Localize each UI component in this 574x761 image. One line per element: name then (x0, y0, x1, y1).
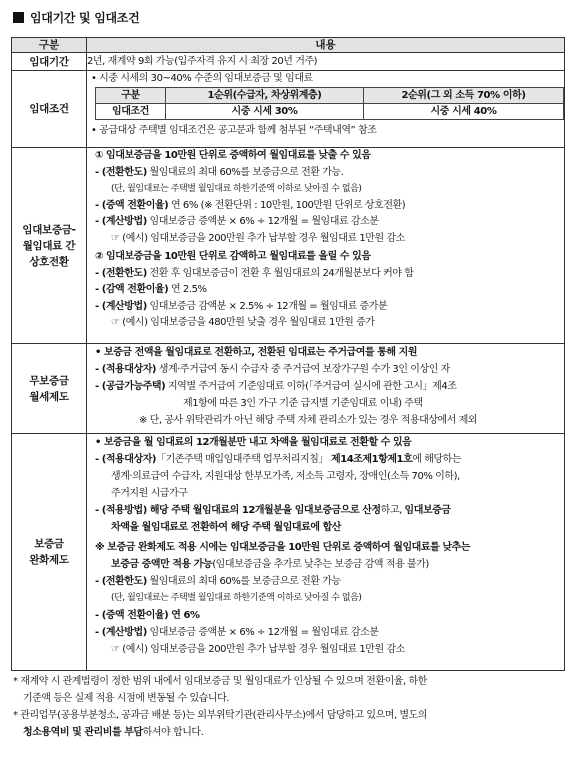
relief-note-line2: 보증금 증액만 적용 가능(임대보증금을 추가로 낮추는 보증금 감액 적용 불가) (111, 559, 429, 570)
footnote2-line1: * 관리업무(공용부분청소, 공과금 배분 등)는 외부위탁기관(관리사무소)에서 담당하고 있으며, 별도의 (13, 710, 428, 721)
no-deposit-label-line1: 무보증금 (29, 374, 69, 387)
no-deposit-label-line2: 월세제도 (29, 390, 69, 403)
conversion-s1-line4: - (계산방법) 임대보증금 증액분 × 6% ÷ 12개월 = 월임대료 감소분 (95, 216, 379, 227)
conversion-s1-line3: - (증액 전환이율) 연 6% (※ 전환단위 : 10만원, 100만원 단위로 상호전환) (95, 199, 406, 211)
footnotes (13, 673, 563, 741)
footnote1-line1: * 재계약 시 관계법령이 정한 범위 내에서 임대보증금 및 월임대료가 인상될 수 있으며 전환이율, 하한 (13, 676, 427, 687)
priority-row-label: 임대조건 (96, 104, 166, 120)
relief-line8: - (증액 전환이율) 연 6% (95, 610, 200, 621)
relief-label-line2: 완화제도 (29, 554, 69, 566)
conditions-line2: • 공급대상 주택별 임대조건은 공고문과 함께 첨부된 “주택내역” 참조 (91, 125, 377, 136)
conversion-s2-line3: - (계산방법) 임대보증금 감액분 × 2.5% ÷ 12개월 = 월임대료 증가분 (95, 300, 388, 312)
no-deposit-line3: 제1항에 따른 3인 가구 기준 급지별 기준임대료 이내) 주택 (183, 398, 423, 409)
relief-line5: 차액을 월임대료로 전환하여 해당 주택 월임대료에 합산 (111, 522, 342, 533)
no-deposit-title: • 보증금 전액을 월임대료로 전환하고, 전환된 임대료는 주거급여를 통해 지원 (95, 347, 418, 358)
period-text: 2년, 재계약 9회 가능(입주자격 유지 시 최장 20년 거주) (87, 56, 318, 67)
relief-line2: 생계·의료급여 수급자, 지원대상 한부모가족, 저소득 고령자, 장애인(소득 70% 이하), (111, 471, 460, 482)
conversion-s1-line2: (단, 월임대료는 주택별 월임대료 하한기준액 이하로 낮아질 수 없음) (111, 184, 362, 194)
conversion-s2-example: ☞ (예시) 임대보증금을 480만원 낮출 경우 월임대료 1만원 증가 (111, 317, 375, 328)
section-header (13, 9, 139, 26)
relief-note-line1: ※ 보증금 완화제도 적용 시에는 임대보증금을 10만원 단위로 증액하여 월임대료를 낮추는 (95, 542, 470, 553)
square-bullet-icon (13, 12, 24, 23)
no-deposit-note: ※ 단, 공사 위탁관리가 아닌 해당 주택 자체 관리소가 있는 경우 적용대상에서 제외 (139, 415, 478, 426)
no-deposit-line2: - (공급가능주택) 지역별 주거급여 기준임대료 이하(「주거급여 실시에 관한 고시」제4조 (95, 381, 457, 392)
conversion-s1-line1: - (전환한도) 월임대료의 최대 60%를 보증금으로 전환 가능. (95, 166, 344, 178)
conversion-s2-title: ② 임대보증금을 10만원 단위로 감액하고 월임대료를 올릴 수 있음 (95, 251, 371, 262)
row-relief (12, 434, 565, 671)
relief-line1: - (적용대상자)「기존주택 매입임대주택 업무처리지침」 제14조제1항제1호에 해당하는 (95, 454, 462, 465)
relief-line3: 주거지원 시급가구 (111, 488, 188, 499)
priority-table (95, 87, 564, 120)
section-title: 임대기간 및 임대조건 (30, 11, 140, 25)
conversion-s1-example: ☞ (예시) 임대보증금을 200만원 추가 납부할 경우 월임대료 1만원 감소 (111, 232, 405, 244)
priority-first-value: 시중 시세 30% (166, 104, 364, 120)
conditions-line1: • 시중 시세의 30~40% 수준의 임대보증금 및 임대료 (91, 73, 313, 84)
relief-line7: (단, 월임대료는 주택별 월임대료 하한기준액 이하로 낮아질 수 없음) (111, 593, 362, 603)
relief-example: ☞ (예시) 임대보증금을 200만원 추가 납부할 경우 월임대료 1만원 감소 (111, 644, 405, 655)
footnote1-line2: 기준액 등은 실제 적용 시점에 변동될 수 있습니다. (23, 693, 230, 704)
row-label-period: 임대기간 (12, 53, 87, 71)
priority-second-value: 시중 시세 40% (364, 104, 564, 120)
footnote2-line2: 청소용역비 및 관리비를 부담하셔야 합니다. (23, 727, 204, 738)
row-label-relief (12, 434, 87, 671)
relief-line6: - (전환한도) 월임대료의 최대 60%를 보증금으로 전환 가능 (95, 576, 341, 587)
lease-conditions-table (11, 37, 565, 671)
priority-header-second: 2순위(그 외 소득 70% 이하) (364, 88, 564, 104)
conversion-s1-title: ① 임대보증금을 10만원 단위로 증액하여 월임대료를 낮출 수 있음 (95, 150, 371, 161)
conversion-s2-line2: - (감액 전환이율) 연 2.5% (95, 284, 207, 295)
priority-header-first: 1순위(수급자, 차상위계층) (166, 88, 364, 104)
relief-line9: - (계산방법) 임대보증금 증액분 × 6% ÷ 12개월 = 월임대료 감소분 (95, 627, 379, 638)
conversion-label-line2: 월임대료 간 (22, 239, 76, 252)
conversion-s2-line1: - (전환한도) 전환 후 임대보증금이 전환 후 월임대료의 24개월분보다 커야 함 (95, 267, 414, 279)
col-header-category: 구분 (12, 38, 87, 53)
row-conditions (12, 71, 565, 148)
row-label-no-deposit (12, 344, 87, 434)
row-conversion (12, 148, 565, 344)
relief-label-line1: 보증금 (34, 538, 64, 550)
row-label-conditions: 임대조건 (12, 71, 87, 148)
conversion-label-line1: 임대보증금- (22, 223, 76, 236)
row-label-conversion (12, 148, 87, 344)
col-header-content: 내용 (87, 38, 565, 53)
row-no-deposit (12, 344, 565, 434)
relief-line4: - (적용방법) 해당 주택 월임대료의 12개월분을 임대보증금으로 산정하고, 임대보증금 (95, 505, 451, 516)
no-deposit-line1: - (적용대상자) 생계·주거급여 동시 수급자 중 주거급여 보장가구원 수가 3인 이상인 자 (95, 364, 450, 375)
priority-header-category: 구분 (96, 88, 166, 104)
relief-title: • 보증금을 월 임대료의 12개월분만 내고 차액을 월임대료로 전환할 수 있음 (95, 437, 412, 448)
row-period (12, 53, 565, 71)
conversion-label-line3: 상호전환 (29, 255, 69, 268)
